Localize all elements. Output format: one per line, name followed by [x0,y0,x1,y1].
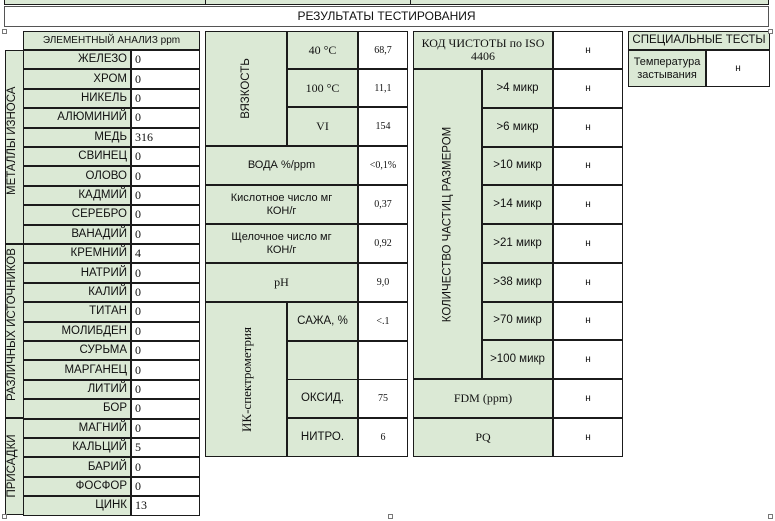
acid-value-text: 0,37 [374,199,392,210]
cleanliness-header-text: КОД ЧИСТОТЫ по ISO 4406 [421,36,545,63]
element-name [23,108,131,127]
acid-value [358,185,408,224]
ir-row-value-text: 75 [378,393,388,404]
elements-header [23,31,200,50]
ir-row-name [287,418,358,457]
top-strip-divider [205,0,206,5]
element-name [23,457,131,476]
viscosity-row-name-text: 40 °C [308,42,337,57]
element-value [131,147,200,166]
ir-row-name-text: НИТРО. [300,431,345,443]
element-value-text: 0 [135,168,141,183]
ir-row-value-text: <.1 [376,316,390,327]
element-name-text: НАТРИЙ [80,266,127,279]
particle-row-value [553,69,623,108]
particle-row-value-text: н [585,315,591,327]
element-value [131,419,200,438]
element-value [131,457,200,476]
element-name-text: ОЛОВО [85,169,127,182]
particle-row-value-text: н [585,82,591,94]
cleanliness-header [413,31,553,69]
element-name [23,69,131,88]
element-name [23,302,131,321]
element-value-text: 0 [135,401,141,416]
element-name [23,89,131,108]
particle-row-name-text: >10 микр [493,159,542,172]
water-value-text: <0,1% [369,160,397,171]
element-name-text: БОР [102,402,127,415]
element-name-text: ЖЕЛЕЗО [77,53,127,66]
ph-value-text: 9,0 [376,277,390,288]
element-value [131,341,200,360]
ir-label: ИК-спектрометрия [238,327,254,432]
particle-row-name [482,185,553,224]
particle-row-name-text: >4 микр [496,81,539,94]
acid-label-text: Кислотное число мг КОН/г [230,191,333,217]
element-value [131,244,200,263]
particle-row-name [482,302,553,341]
particle-row-value [553,224,623,263]
alkali-label [205,224,358,263]
viscosity-row-name [287,69,358,107]
special-pour-point-value [706,50,770,87]
element-value [131,186,200,205]
element-name-text: МАРГАНЕЦ [64,363,127,376]
element-name [23,186,131,205]
element-name-text: ТИТАН [89,305,127,318]
top-strip [4,0,769,5]
selection-handle[interactable] [768,514,773,519]
element-name-text: СВИНЕЦ [78,150,127,163]
element-value-text: 0 [135,207,141,222]
special-header-text: СПЕЦИАЛЬНЫЕ ТЕСТЫ [632,34,766,46]
particle-row-name-text: >100 микр [490,353,545,366]
group-additives-label: ПРИСАДКИ [6,434,18,498]
element-value-text: 0 [135,381,141,396]
water-value [358,146,408,185]
element-name [23,419,131,438]
particle-row-name [482,263,553,302]
element-value-text: 0 [135,187,141,202]
element-name [23,496,131,515]
ir-row-name [287,302,358,341]
element-value [131,302,200,321]
element-name-text: ЛИТИЙ [87,382,127,395]
element-name-text: ЦИНК [95,499,127,512]
fdm-label [413,379,553,418]
element-value-text: 0 [135,265,141,280]
element-value [131,322,200,341]
fdm-label-text: FDM (ppm) [453,391,513,405]
element-name [23,399,131,418]
particle-row-value-text: н [585,276,591,288]
element-value [131,225,200,244]
viscosity-row-value-text: 68,7 [374,44,392,56]
element-value-text: 5 [135,440,141,455]
group-wear-metals-label: МЕТАЛЛЫ ИЗНОСА [6,86,18,195]
element-value-text: 316 [135,129,153,144]
viscosity-row-name [287,107,358,146]
viscosity-row-value [358,31,408,69]
element-name-text: ВАНАДИЙ [71,227,127,240]
ph-value [358,263,408,302]
element-value [131,89,200,108]
pq-label [413,418,553,457]
element-name-text: КАДМИЙ [78,188,127,201]
element-value-text: 4 [135,246,141,261]
element-name [23,341,131,360]
element-name [23,322,131,341]
alkali-value-text: 0,92 [374,238,392,249]
element-name [23,128,131,147]
element-value [131,108,200,127]
selection-handle[interactable] [768,29,773,34]
viscosity-row-value-text: 11,1 [374,82,392,94]
special-header [628,31,770,50]
ph-label-text: pH [274,275,289,289]
element-value [131,166,200,185]
element-value-text: 0 [135,362,141,377]
particle-row-value [553,302,623,341]
element-name-text: АЛЮМИНИЙ [57,111,127,124]
acid-label [205,185,358,224]
ir-row-name [287,379,358,418]
particles-label: КОЛИЧЕСТВО ЧАСТИЦ РАЗМЕРОМ [441,126,453,322]
element-name [23,166,131,185]
element-name-text: СУРЬМА [79,344,127,357]
element-name [23,244,131,263]
element-name-text: БАРИЙ [87,460,127,473]
ir-row-value [358,418,408,457]
element-value [131,438,200,457]
element-value-text: 0 [135,459,141,474]
particle-row-value-text: н [585,199,591,211]
element-value-text: 0 [135,284,141,299]
element-value-text: 0 [135,323,141,338]
element-name-text: КАЛИЙ [88,285,127,298]
ir-row-value [358,379,408,418]
particle-row-name [482,69,553,108]
pq-label-text: PQ [475,430,491,444]
element-value [131,69,200,88]
special-pour-point-label [628,50,706,87]
selection-handle[interactable] [388,514,393,519]
element-value-text: 0 [135,90,141,105]
viscosity-row-value [358,69,408,107]
pq-value [553,418,623,457]
ir-row-name-text: САЖА, % [297,315,348,327]
element-name-text: ХРОМ [93,72,127,85]
element-name [23,205,131,224]
element-value [131,477,200,496]
ph-label [205,263,358,302]
element-name [23,380,131,399]
element-name-text: КАЛЬЦИЙ [72,441,127,454]
particle-row-value [553,108,623,147]
element-value [131,496,200,515]
element-value [131,380,200,399]
viscosity-row-name-text: 100 °C [305,80,340,95]
viscosity-row-value-text: 154 [375,121,391,132]
element-name-text: МЕДЬ [94,130,127,143]
particle-row-name-text: >6 микр [496,120,539,133]
alkali-value [358,224,408,263]
alkali-label-text: Щелочное число мг КОН/г [231,230,332,256]
element-value-text: 0 [135,71,141,86]
water-label-text: ВОДА %/ppm [247,159,316,171]
group-various-sources-label: РАЗЛИЧНЫХ ИСТОЧНИКОВ [6,248,18,401]
fdm-value-text: н [585,393,591,404]
element-name-text: НИКЕЛЬ [80,91,127,104]
page-title-text: РЕЗУЛЬТАТЫ ТЕСТИРОВАНИЯ [297,9,476,23]
special-pour-point-label-text: Температура застывания [633,55,701,81]
particle-row-name-text: >70 микр [493,314,542,327]
particle-row-value-text: н [585,121,591,133]
element-value-text: 0 [135,226,141,241]
fdm-value [553,379,623,418]
element-value-text: 0 [135,420,141,435]
element-value-text: 13 [135,498,147,513]
ir-row-value [358,302,408,341]
particle-row-value [553,185,623,224]
selection-handle[interactable] [2,514,7,519]
element-value [131,283,200,302]
element-name-text: МАГНИЙ [78,421,127,434]
element-name [23,50,131,69]
element-name [23,477,131,496]
ir-row-name [287,341,358,380]
particle-row-name [482,147,553,186]
ir-row-value [358,341,408,380]
particle-row-name-text: >38 микр [493,275,542,288]
particle-row-value-text: н [585,237,591,249]
element-value [131,205,200,224]
element-name [23,283,131,302]
viscosity-row-value [358,107,408,146]
particle-row-name-text: >14 микр [493,198,542,211]
viscosity-label-cell [205,31,287,146]
viscosity-row-name [287,31,358,69]
ir-row-name-text: ОКСИД. [300,392,345,404]
element-value [131,263,200,282]
viscosity-row-name-text: VI [316,119,329,133]
element-name [23,147,131,166]
top-strip-divider [410,0,411,5]
ir-label-cell [205,302,287,457]
particle-row-value-text: н [585,160,591,172]
element-name-text: КРЕМНИЙ [70,247,127,260]
element-value [131,399,200,418]
element-value-text: 0 [135,343,141,358]
particle-row-value [553,263,623,302]
cleanliness-header-value [553,31,623,69]
element-value-text: 0 [135,304,141,319]
selection-handle[interactable] [2,29,7,34]
cleanliness-header-value-text: н [585,44,591,56]
element-name [23,438,131,457]
element-value-text: 0 [135,52,141,67]
element-name-text: ФОСФОР [75,479,127,492]
particle-row-name [482,108,553,147]
element-value-text: 0 [135,478,141,493]
water-label [205,146,358,185]
viscosity-label: ВЯЗКОСТЬ [239,58,252,119]
particle-row-name [482,340,553,379]
elements-header-text: ЭЛЕМЕНТНЫЙ АНАЛИЗ ppm [42,35,181,46]
element-name-text: СЕРЕБРО [71,208,127,221]
element-name [23,225,131,244]
particle-row-name-text: >21 микр [493,236,542,249]
element-value [131,128,200,147]
element-name [23,263,131,282]
pq-value-text: н [585,432,591,443]
particle-row-value-text: н [585,354,591,366]
page-title [4,6,769,27]
element-value [131,360,200,379]
element-name-text: МОЛИБДЕН [61,324,127,337]
particle-row-value [553,340,623,379]
element-name [23,360,131,379]
element-value-text: 0 [135,149,141,164]
particle-row-value [553,147,623,186]
special-pour-point-value-text: н [735,63,741,74]
particle-row-name [482,224,553,263]
element-value-text: 0 [135,110,141,125]
element-value [131,50,200,69]
particles-label-cell [413,69,482,379]
ir-row-value-text: 6 [380,432,386,443]
